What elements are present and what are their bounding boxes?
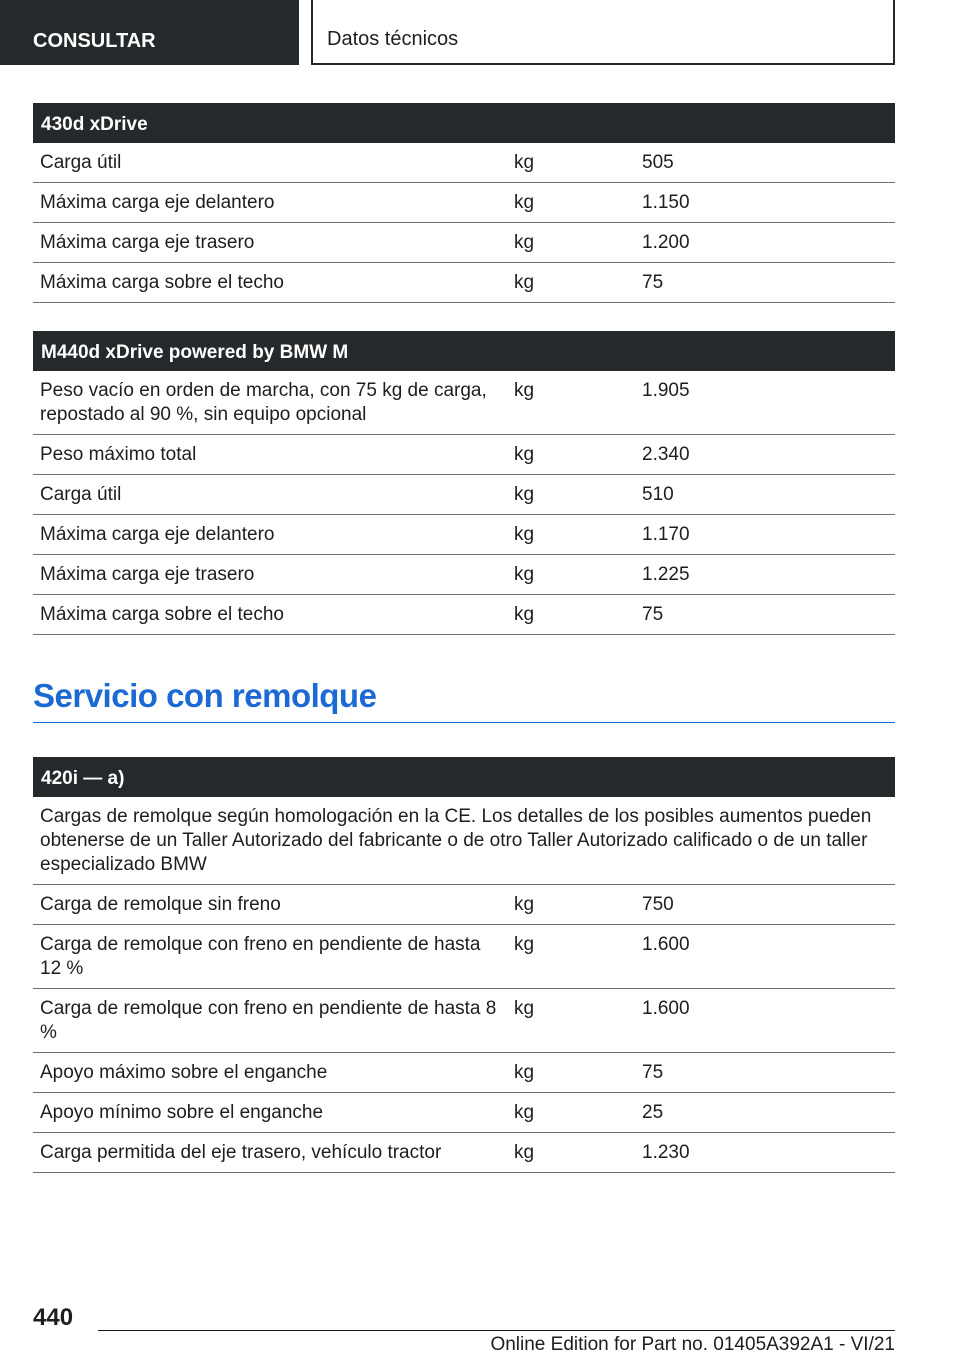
row-value: 1.170 xyxy=(642,524,690,545)
section-title: Servicio con remolque xyxy=(33,677,895,723)
row-unit: kg xyxy=(514,1062,535,1083)
row-label: Máxima carga eje delantero xyxy=(40,524,275,545)
footer-edition: Online Edition for Part no. 01405A392A1 - VI/21 xyxy=(490,1334,895,1355)
table-row xyxy=(33,223,895,263)
row-unit: kg xyxy=(514,934,535,955)
table-row xyxy=(33,989,895,1053)
row-label: Máxima carga sobre el techo xyxy=(40,272,284,293)
row-label: Apoyo máximo sobre el enganche xyxy=(40,1062,328,1083)
table-row xyxy=(33,1093,895,1133)
row-value: 1.230 xyxy=(642,1142,690,1163)
header-section-tab xyxy=(0,0,299,65)
spec-table-430d xyxy=(33,103,895,303)
row-unit: kg xyxy=(514,272,535,293)
row-label: Máxima carga eje delantero xyxy=(40,192,275,213)
row-value: 750 xyxy=(642,894,674,915)
row-unit: kg xyxy=(514,1142,535,1163)
table-row xyxy=(33,263,895,303)
header-chapter-label: Datos técnicos xyxy=(327,28,459,50)
row-unit: kg xyxy=(514,998,535,1019)
spec-table-m440d xyxy=(33,331,895,635)
table-row xyxy=(33,515,895,555)
table-row xyxy=(33,555,895,595)
row-unit: kg xyxy=(514,894,535,915)
row-label: Carga de remolque sin freno xyxy=(40,894,281,915)
table-note: Cargas de remolque según homologación en la CE. Los detalles de los posibles aumentos pueden obtenerse de un Taller Autorizado del fabricante o de otro Taller Autorizado calificado o de un taller especializado BMW xyxy=(33,797,895,885)
row-value: 1.225 xyxy=(642,564,690,585)
header-chapter-tab xyxy=(311,0,895,65)
row-label: Carga útil xyxy=(40,484,122,505)
row-label: Carga de remolque con freno en pendiente de hasta 12 % xyxy=(40,934,481,979)
row-value: 75 xyxy=(642,272,664,293)
row-label: Carga permitida del eje trasero, vehículo tractor xyxy=(40,1142,442,1163)
row-unit: kg xyxy=(514,604,535,625)
table-row xyxy=(33,371,895,435)
table-row xyxy=(33,1053,895,1093)
spec-table-420i-towing xyxy=(33,757,895,1173)
table-row xyxy=(33,1133,895,1173)
row-value: 25 xyxy=(642,1102,664,1123)
table-title: 420i — a) xyxy=(33,757,895,797)
row-value: 505 xyxy=(642,152,674,173)
row-unit: kg xyxy=(514,484,535,505)
row-unit: kg xyxy=(514,380,535,401)
table-title: 430d xDrive xyxy=(33,103,895,143)
row-label: Máxima carga eje trasero xyxy=(40,564,255,585)
row-unit: kg xyxy=(514,192,535,213)
table-title: M440d xDrive powered by BMW M xyxy=(33,331,895,371)
row-unit: kg xyxy=(514,524,535,545)
table-row xyxy=(33,435,895,475)
row-value: 1.200 xyxy=(642,232,690,253)
row-label: Peso vacío en orden de marcha, con 75 kg de carga, repostado al 90 %, sin equipo opcional xyxy=(40,380,487,425)
row-unit: kg xyxy=(514,152,535,173)
row-value: 75 xyxy=(642,604,664,625)
row-label: Peso máximo total xyxy=(40,444,197,465)
row-value: 2.340 xyxy=(642,444,690,465)
row-label: Máxima carga sobre el techo xyxy=(40,604,284,625)
row-unit: kg xyxy=(514,232,535,253)
row-label: Carga de remolque con freno en pendiente de hasta 8 % xyxy=(40,998,497,1043)
row-label: Máxima carga eje trasero xyxy=(40,232,255,253)
page-number: 440 xyxy=(33,1304,74,1331)
row-label: Apoyo mínimo sobre el enganche xyxy=(40,1102,324,1123)
table-row xyxy=(33,925,895,989)
row-unit: kg xyxy=(514,564,535,585)
table-row xyxy=(33,885,895,925)
table-row xyxy=(33,595,895,635)
row-value: 1.600 xyxy=(642,934,690,955)
row-value: 1.905 xyxy=(642,380,690,401)
row-value: 510 xyxy=(642,484,674,505)
row-value: 1.600 xyxy=(642,998,690,1019)
table-row xyxy=(33,183,895,223)
row-value: 1.150 xyxy=(642,192,690,213)
footer-divider xyxy=(98,1330,895,1331)
row-label: Carga útil xyxy=(40,152,122,173)
table-row xyxy=(33,143,895,183)
row-unit: kg xyxy=(514,444,535,465)
table-row xyxy=(33,475,895,515)
row-value: 75 xyxy=(642,1062,664,1083)
header-section-label: CONSULTAR xyxy=(33,30,156,52)
row-unit: kg xyxy=(514,1102,535,1123)
